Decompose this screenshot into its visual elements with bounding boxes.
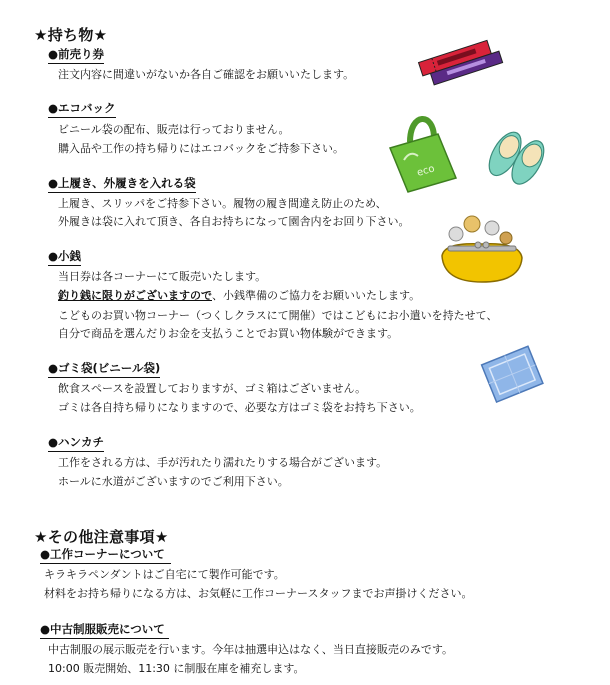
text-line: 材料をお持ち帰りになる方は、お気軽に工作コーナースタッフまでお声掛けください。 <box>44 587 473 600</box>
heading-eco-bag: ●エコバック <box>48 100 116 118</box>
text-line: 注文内容に間違いがないか各自ご確認をお願いいたします。 <box>58 68 355 81</box>
section-title-belongings: ★持ち物★ <box>34 26 108 44</box>
heading-small-change: ●小銭 <box>48 248 81 266</box>
text-line: ゴミは各自持ち帰りになりますので、必要な方はゴミ袋をお持ち下さい。 <box>58 401 421 414</box>
text-line: 上履き、スリッパをご持参下さい。履物の履き間違え防止のため、 <box>58 197 387 210</box>
text-line: 10:00 販売開始、11:30 に制服在庫を補充します。 <box>48 662 305 675</box>
heading-handkerchief: ●ハンカチ <box>48 434 104 452</box>
emphasis-text: 釣り銭に限りがございますので <box>58 289 212 302</box>
ticket-icon <box>414 36 504 86</box>
eco-bag-icon <box>384 104 464 194</box>
emphasis-tail: 、小銭準備のご協力をお願いいたします。 <box>212 289 421 302</box>
text-line: キラキラペンダントはご自宅にて製作可能です。 <box>44 568 285 581</box>
text-line: 当日券は各コーナーにて販売いたします。 <box>58 270 267 283</box>
text-line: 飲食スペースを設置しておりますが、ゴミ箱はございません。 <box>58 382 367 395</box>
heading-advance-ticket: ●前売り券 <box>48 46 104 64</box>
text-line: 工作をされる方は、手が汚れたり濡れたりする場合がございます。 <box>58 456 388 469</box>
text-line: 中古制服の展示販売を行います。今年は抽選申込はなく、当日直接販売のみです。 <box>48 643 454 656</box>
coin-purse-icon <box>436 212 526 284</box>
text-line: 自分で商品を選んだりお金を支払うことでお買い物体験ができます。 <box>58 327 399 340</box>
heading-shoe-bag: ●上履き、外履きを入れる袋 <box>48 175 196 193</box>
heading-craft-corner: ●工作コーナーについて <box>40 546 171 564</box>
heading-trash-bag: ●ゴミ袋(ビニール袋) <box>48 360 160 378</box>
text-line: こどものお買い物コーナー（つくしクラスにて開催）ではこどもにお小遣いを持たせて、 <box>58 309 498 322</box>
heading-used-uniform: ●中古制服販売について <box>40 621 169 639</box>
text-line: ビニール袋の配布、販売は行っておりません。 <box>58 123 290 136</box>
eco-bag-text: eco <box>415 163 436 179</box>
text-line: 外履きは袋に入れて頂き、各自お持ちになって園舎内をお回り下さい。 <box>58 215 410 228</box>
text-line-emphasis <box>58 287 420 303</box>
slippers-icon <box>484 126 548 192</box>
section-title-notes: ★その他注意事項★ <box>34 528 169 546</box>
handkerchief-icon <box>478 346 548 406</box>
text-line: 購入品や工作の持ち帰りにはエコバックをご持参下さい。 <box>58 142 344 155</box>
text-line: ホールに水道がございますのでご利用下さい。 <box>58 475 289 488</box>
